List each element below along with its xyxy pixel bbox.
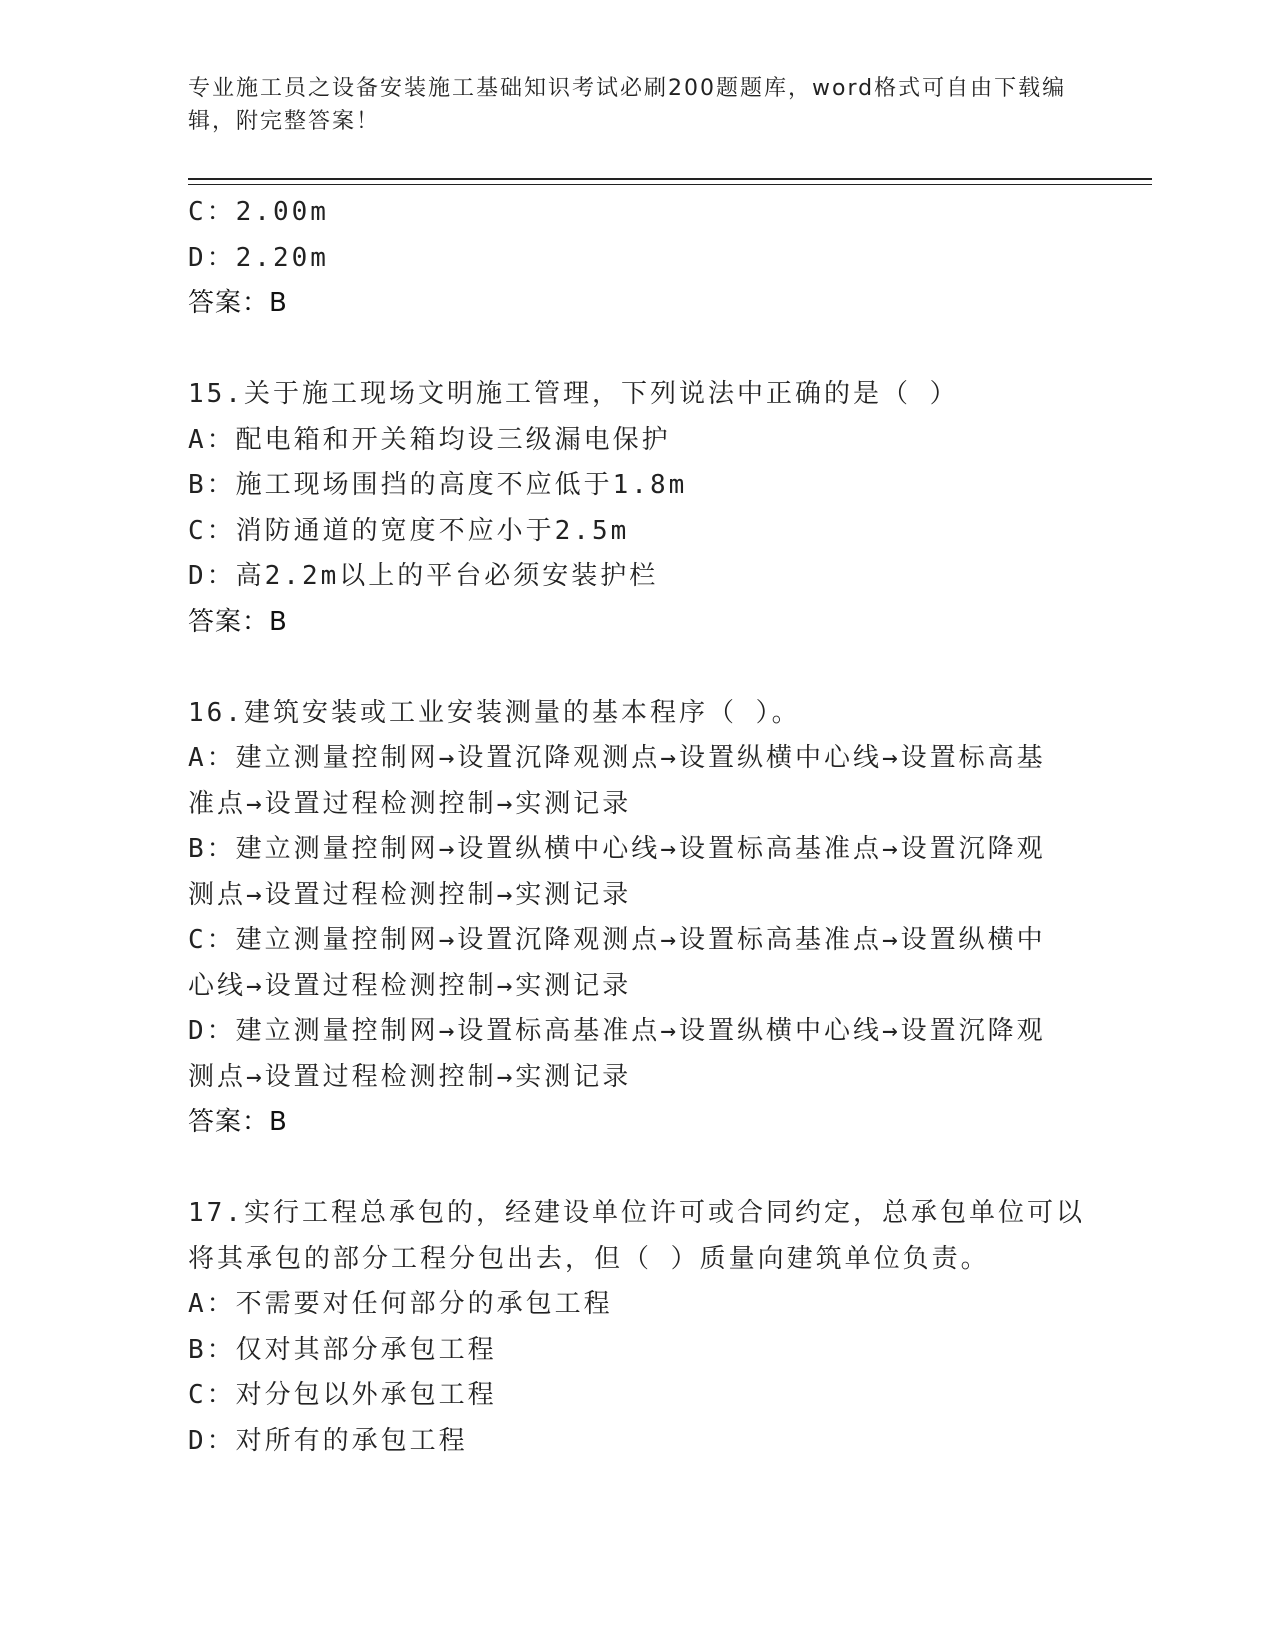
option-b-line-1: B：建立测量控制网→设置纵横中心线→设置标高基准点→设置沉降观 bbox=[188, 834, 1046, 864]
header-rule-thick bbox=[188, 178, 1152, 180]
option-c: C：消防通道的宽度不应小于2.5m bbox=[188, 515, 630, 546]
option-d: D：对所有的承包工程 bbox=[188, 1425, 468, 1456]
option-b: B：施工现场围挡的高度不应低于1.8m bbox=[188, 470, 688, 500]
spacer bbox=[188, 327, 1088, 373]
option-c-line-1: C：建立测量控制网→设置沉降观测点→设置标高基准点→设置纵横中 bbox=[188, 925, 1046, 955]
option-d: D：2.20m bbox=[188, 242, 329, 273]
option-d-line-1: D：建立测量控制网→设置标高基准点→设置纵横中心线→设置沉降观 bbox=[188, 1016, 1046, 1046]
answer: 答案：B bbox=[188, 288, 288, 318]
header-rule-thin bbox=[188, 184, 1152, 185]
question-17 bbox=[188, 1191, 1088, 1464]
answer: 答案：B bbox=[188, 1107, 288, 1137]
option-a: A：配电箱和开关箱均设三级漏电保护 bbox=[188, 424, 671, 455]
option-b: B：仅对其部分承包工程 bbox=[188, 1334, 497, 1365]
question-text-line-2: 将其承包的部分工程分包出去，但（ ）质量向建筑单位负责。 bbox=[188, 1243, 990, 1274]
document-body bbox=[188, 190, 1088, 1464]
document-header: 专业施工员之设备安装施工基础知识考试必刷200题题库，word格式可自由下载编辑，附完整答案！ bbox=[188, 76, 1067, 134]
question-text: 16.建筑安装或工业安装测量的基本程序（ ）。 bbox=[188, 697, 801, 728]
option-d-line-2: 测点→设置过程检测控制→实测记录 bbox=[188, 1061, 632, 1092]
question-text: 15.关于施工现场文明施工管理，下列说法中正确的是（ ） bbox=[188, 379, 959, 409]
option-b-line-2: 测点→设置过程检测控制→实测记录 bbox=[188, 879, 632, 910]
option-d: D：高2.2m以上的平台必须安装护栏 bbox=[188, 561, 659, 591]
question-14 bbox=[188, 190, 1088, 327]
option-c: C：2.00m bbox=[188, 197, 329, 227]
spacer bbox=[188, 1146, 1088, 1192]
question-15 bbox=[188, 372, 1088, 645]
option-c-line-2: 心线→设置过程检测控制→实测记录 bbox=[188, 970, 632, 1001]
question-16 bbox=[188, 691, 1088, 1146]
option-a-line-2: 准点→设置过程检测控制→实测记录 bbox=[188, 788, 632, 819]
question-text-line-1: 17.实行工程总承包的，经建设单位许可或合同约定，总承包单位可以 bbox=[188, 1198, 1085, 1228]
spacer bbox=[188, 645, 1088, 691]
option-c: C：对分包以外承包工程 bbox=[188, 1380, 497, 1410]
option-a-line-1: A：建立测量控制网→设置沉降观测点→设置纵横中心线→设置标高基 bbox=[188, 743, 1046, 773]
answer: 答案：B bbox=[188, 606, 288, 637]
option-a: A：不需要对任何部分的承包工程 bbox=[188, 1289, 613, 1319]
